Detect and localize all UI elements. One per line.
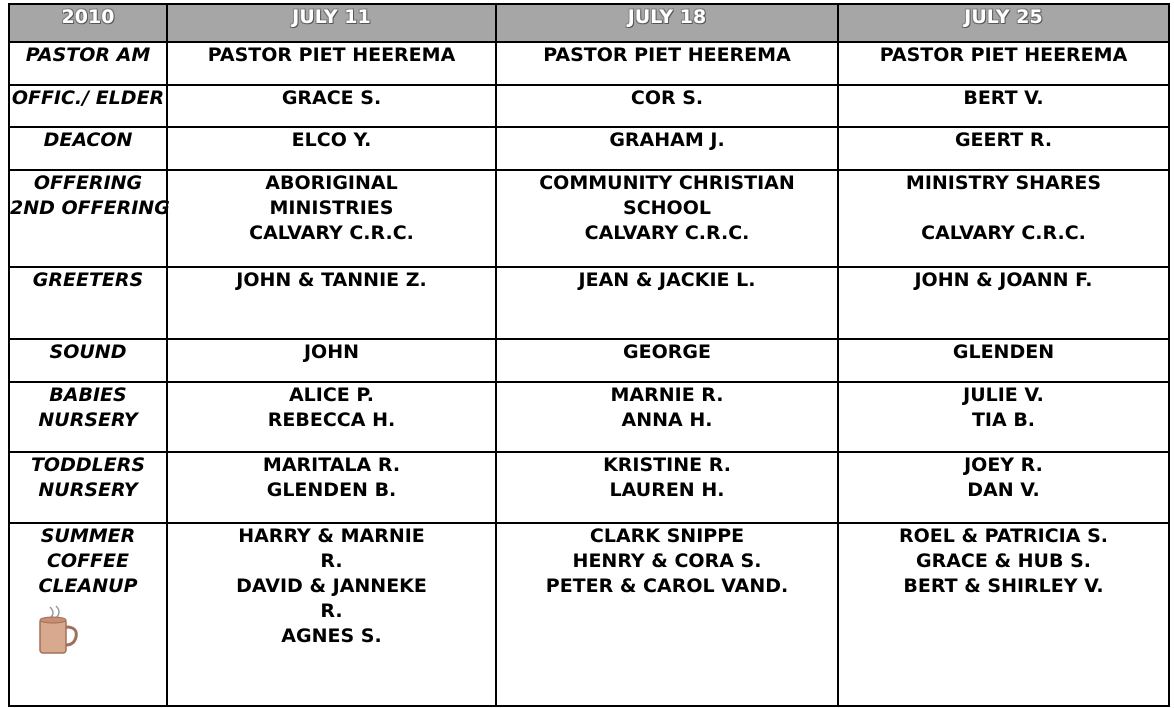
assignment-line: ABORIGINAL	[265, 172, 398, 195]
assignment-line: JEAN & JACKIE L.	[578, 268, 756, 291]
role-label-line: OFFIC./ ELDER	[11, 86, 165, 109]
assignment-line: PASTOR PIET HEEREMA	[207, 44, 456, 66]
assignment-line: JOEY R.	[964, 454, 1043, 477]
assignment-cell	[167, 42, 496, 85]
header-row	[9, 4, 1169, 42]
role-label-line: NURSERY	[38, 479, 138, 502]
assignment-line: GLENDEN	[952, 341, 1055, 364]
assignment-line	[839, 196, 1168, 221]
assignment-cell	[496, 452, 838, 522]
assignment-cell	[496, 127, 838, 170]
assignment-cell	[838, 382, 1169, 452]
assignment-line: CALVARY C.R.C.	[584, 222, 750, 245]
role-label-line: DEACON	[43, 129, 133, 152]
schedule-row	[9, 452, 1169, 522]
assignment-cell	[838, 452, 1169, 522]
assignment-line: GRAHAM J.	[609, 129, 725, 152]
assignment-line: PETER & CAROL VAND.	[545, 574, 789, 597]
assignment-line: JULIE V.	[963, 384, 1044, 407]
assignment-line: HARRY & MARNIE	[238, 524, 425, 547]
assignment-line: JOHN	[303, 341, 360, 364]
schedule-row	[9, 339, 1169, 382]
assignment-line: GLENDEN B.	[266, 479, 397, 502]
assignment-line: GRACE S.	[281, 86, 382, 109]
assignment-line: GRACE & HUB S.	[916, 549, 1091, 572]
assignment-cell	[167, 339, 496, 382]
role-label-line: PASTOR AM	[25, 44, 151, 66]
assignment-line: GEERT R.	[954, 129, 1053, 152]
assignment-line: DAVID & JANNEKE	[236, 574, 427, 597]
year-header: 2010	[9, 4, 167, 42]
assignment-cell	[167, 267, 496, 340]
assignment-line: TIA B.	[971, 409, 1036, 432]
assignment-cell	[496, 382, 838, 452]
assignment-line: ANNA H.	[621, 409, 713, 432]
assignment-cell	[167, 382, 496, 452]
assignment-cell	[838, 523, 1169, 706]
role-label	[9, 452, 167, 522]
assignment-cell	[167, 85, 496, 128]
role-label	[9, 42, 167, 85]
role-label-line: COFFEE	[46, 549, 129, 572]
assignment-line: ELCO Y.	[291, 129, 372, 152]
role-label	[9, 85, 167, 128]
assignment-line: PASTOR PIET HEEREMA	[879, 44, 1128, 66]
coffee-mug-icon	[32, 605, 82, 655]
assignment-line: MINISTRY SHARES	[905, 172, 1102, 195]
role-label-line: SUMMER	[40, 524, 136, 547]
date-header: JULY 18	[496, 4, 838, 42]
assignment-cell	[496, 523, 838, 706]
date-header: JULY 11	[167, 4, 496, 42]
assignment-cell	[838, 339, 1169, 382]
role-label-line: OFFERING	[33, 172, 143, 195]
assignment-line: KRISTINE R.	[603, 454, 731, 477]
assignment-cell	[496, 267, 838, 340]
schedule-row	[9, 127, 1169, 170]
assignment-cell	[496, 85, 838, 128]
assignment-cell	[838, 85, 1169, 128]
role-label	[9, 382, 167, 452]
assignment-line: GEORGE	[623, 341, 711, 364]
schedule-row	[9, 85, 1169, 128]
schedule-row	[9, 42, 1169, 85]
role-label-line: CLEANUP	[38, 574, 138, 597]
assignment-cell	[167, 452, 496, 522]
schedule-row	[9, 267, 1169, 340]
assignment-line: CLARK SNIPPE	[589, 524, 745, 547]
assignment-line: CALVARY C.R.C.	[921, 222, 1086, 245]
assignment-cell	[167, 170, 496, 267]
role-label	[9, 127, 167, 170]
assignment-line: DAN V.	[967, 479, 1040, 502]
assignment-line: ALICE P.	[288, 384, 375, 407]
assignment-line: PASTOR PIET HEEREMA	[543, 44, 791, 66]
schedule-row	[9, 523, 1169, 706]
assignment-line: MINISTRIES	[269, 197, 394, 220]
assignment-line: HENRY & CORA S.	[572, 549, 762, 572]
role-label-line: TODDLERS	[30, 454, 146, 477]
schedule-row	[9, 382, 1169, 452]
role-label	[9, 523, 167, 706]
assignment-line: BERT V.	[963, 86, 1044, 109]
volunteer-schedule-table	[8, 3, 1170, 707]
role-label-line: BABIES	[49, 384, 127, 407]
assignment-cell	[496, 339, 838, 382]
assignment-line: AGNES S.	[281, 624, 382, 647]
assignment-cell	[496, 170, 838, 267]
role-label-line: NURSERY	[38, 409, 138, 432]
assignment-line: SCHOOL	[623, 197, 711, 220]
assignment-line: MARNIE R.	[610, 384, 724, 407]
assignment-cell	[838, 127, 1169, 170]
assignment-cell	[838, 170, 1169, 267]
role-label-line: GREETERS	[32, 268, 144, 291]
role-label	[9, 170, 170, 267]
assignment-line: ROEL & PATRICIA S.	[899, 524, 1108, 547]
date-header: JULY 25	[838, 4, 1169, 42]
role-label	[9, 267, 167, 340]
assignment-cell	[167, 127, 496, 170]
assignment-cell	[838, 42, 1169, 85]
assignment-line: COMMUNITY CHRISTIAN	[539, 172, 795, 195]
assignment-line: COR S.	[630, 86, 704, 109]
assignment-line: R.	[320, 549, 343, 572]
role-label	[9, 339, 167, 382]
assignment-line: LAUREN H.	[609, 479, 725, 502]
assignment-line: JOHN & TANNIE Z.	[236, 268, 427, 291]
assignment-line: R.	[320, 599, 343, 622]
assignment-line: CALVARY C.R.C.	[249, 222, 414, 245]
role-label-line: SOUND	[49, 341, 127, 364]
schedule-row	[9, 170, 1169, 267]
assignment-line: BERT & SHIRLEY V.	[903, 574, 1104, 597]
assignment-cell	[496, 42, 838, 85]
assignment-line: MARITALA R.	[262, 454, 401, 477]
assignment-cell	[838, 267, 1169, 340]
role-label-line: 2ND OFFERING	[10, 197, 170, 220]
assignment-line: JOHN & JOANN F.	[914, 268, 1093, 291]
assignment-line: REBECCA H.	[267, 409, 396, 432]
assignment-cell	[167, 523, 496, 706]
